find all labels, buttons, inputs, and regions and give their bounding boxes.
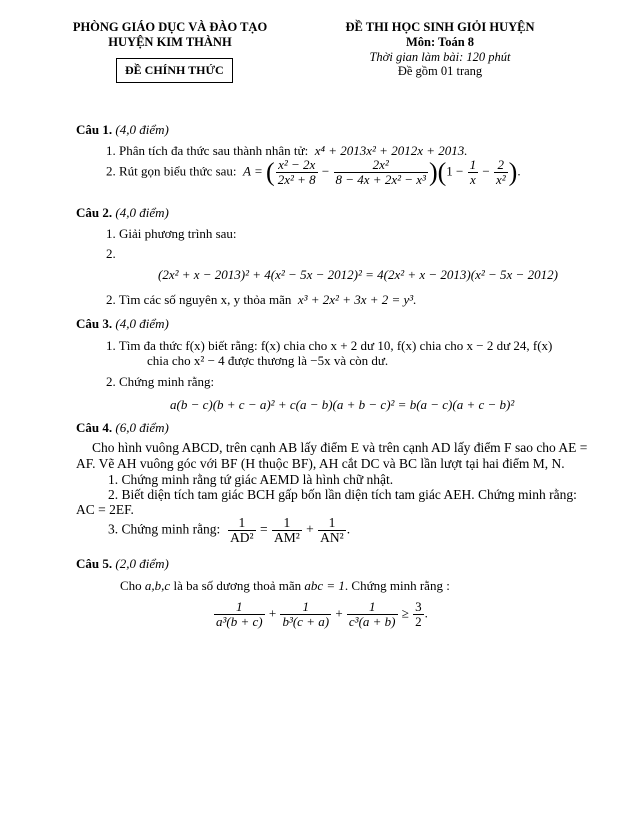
q4-item3: 3. Chứng minh rằng: $\frac{1}{\text{AD²}}$ = $\frac{1}{\text{AM²}}$ + $\frac{1}{\text{AN²}}$ . [108, 515, 351, 545]
q2-item1: 1. Giải phương trình sau: [106, 226, 237, 241]
q5-frac-c: $\frac{1}{\text{c³(a + b)}}$ [348, 599, 396, 629]
q4-frac-an: $\frac{1}{\text{AN²}}$ [320, 515, 344, 545]
official-badge: ĐỀ CHÍNH THỨC [116, 58, 233, 83]
q2-heading: Câu 2. (4,0 điểm) [76, 205, 169, 220]
q5-intro: Cho a,b,c là ba số dương thoả mãn abc = 1. Chứng minh rằng : [120, 578, 450, 593]
q5-inequality: $\frac{1}{\text{a³(b + c)}}$ + $\frac{1}{\text{b³(c + a)}}$ + $\frac{1}{\text{c³(a + b)}}$ ≥ $\frac{3}{2}$ . [216, 599, 428, 629]
q1-heading: Câu 1. (4,0 điểm) [76, 122, 169, 137]
q3-item1-line1: 1. Tìm đa thức f(x) biết rằng: f(x) chia cho x + 2 dư 10, f(x) chia cho x − 2 dư 24, f(x) [106, 338, 553, 353]
q4-frac-am: $\frac{1}{\text{AM²}}$ [273, 515, 300, 545]
q3-item2: 2. Chứng minh rằng: [106, 374, 215, 389]
q4-para-line2: AF. Vẽ AH vuông góc với BF (H thuộc BF), AH cắt DC và BC lần lượt tại hai điểm M, N. [76, 456, 565, 471]
q5-frac-a: $\frac{1}{\text{a³(b + c)}}$ [216, 599, 263, 629]
exam-time: Thời gian làm bài: 120 phút [369, 50, 511, 64]
q4-item2-line1: 2. Biết diện tích tam giác BCH gấp bốn lần diện tích tam giác AEH. Chứng minh rằng: [108, 487, 577, 502]
q2-equation: (2x² + x − 2013)² + 4(x² − 5x − 2012)² = 4(2x² + x − 2013)(x² − 5x − 2012) [158, 267, 558, 282]
q3-item1-line2: chia cho x² − 4 được thương là −5x và còn dư. [147, 353, 389, 368]
q4-item2-line2: AC = 2EF. [76, 502, 134, 517]
q2-item2-number: 2. [106, 246, 116, 261]
q3-heading: Câu 3. (4,0 điểm) [76, 316, 169, 331]
exam-subject: Môn: Toán 8 [405, 35, 475, 49]
q1-frac1: $\frac{\text{x² − 2x}}{\text{2x² + 8}}$ [277, 157, 316, 187]
exam-title: ĐỀ THI HỌC SINH GIỎI HUYỆN [345, 20, 535, 34]
q5-heading: Câu 5. (2,0 điểm) [76, 556, 169, 571]
q4-para-line1: Cho hình vuông ABCD, trên cạnh AB lấy điểm E và trên cạnh AD lấy điểm F sao cho AE = [92, 440, 588, 455]
q3-identity: a(b − c)(b + c − a)² + c(a − b)(a + b − c)² = b(a − c)(a + c − b)² [170, 397, 515, 412]
q2-item3: 2. Tìm các số nguyên x, y thỏa mãn x³ + 2x² + 3x + 2 = y³. [106, 292, 417, 307]
q1-item1: 1. Phân tích đa thức sau thành nhân tử: x⁴ + 2013x² + 2012x + 2013. [106, 143, 468, 158]
q1-frac4: $\frac{2}{\text{x²}}$ [495, 157, 506, 187]
q1-frac3: $\frac{1}{x}$ [469, 157, 477, 187]
q5-frac-rhs: $\frac{3}{2}$ [415, 599, 422, 629]
q5-frac-b: $\frac{1}{\text{b³(c + a)}}$ [282, 599, 330, 629]
header-dept: PHÒNG GIÁO DỤC VÀ ĐÀO TẠO [72, 20, 268, 34]
header-district: HUYỆN KIM THÀNH [108, 35, 232, 49]
q4-heading: Câu 4. (6,0 điểm) [76, 420, 169, 435]
q4-frac-ad: $\frac{1}{\text{AD²}}$ [230, 515, 254, 545]
exam-pages: Đề gồm 01 trang [397, 64, 483, 78]
q1-item2: 2. Rút gọn biểu thức sau: A = ( $\frac{\text{x² − 2x}}{\text{2x² + 8}}$ − $\frac{\text{2x²}}{\text{8 − 4x + 2x² − x³}}$ )(1 − $\frac{1}{x}$ − $\frac{2}{\text{x²}}$ ). [106, 157, 521, 187]
q1-frac2: $\frac{\text{2x²}}{\text{8 − 4x + 2x² − x³}}$ [335, 157, 426, 187]
q4-item1: 1. Chứng minh rằng tứ giác AEMD là hình chữ nhật. [108, 472, 394, 487]
